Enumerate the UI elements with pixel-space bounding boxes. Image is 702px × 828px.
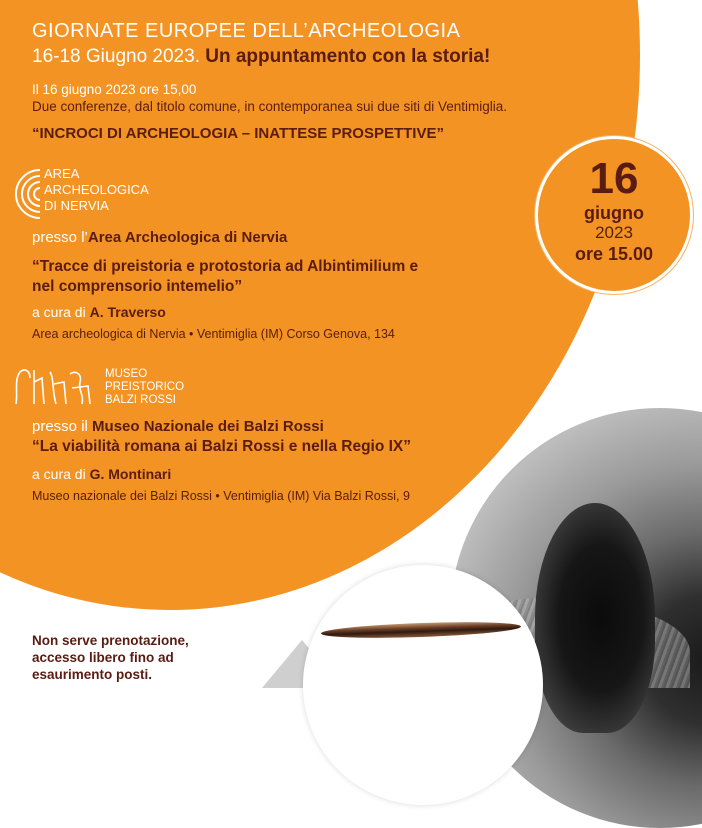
site1-presso-prefix: presso l’	[32, 229, 88, 246]
site2-place-name: Museo Nazionale dei Balzi Rossi	[92, 418, 324, 435]
nervia-logo-line3: DI NERVIA	[44, 198, 109, 213]
badge-day: 16	[589, 154, 639, 203]
event-dates: 16-18 Giugno 2023.	[32, 46, 200, 67]
site2-speaker-name: G. Montinari	[89, 466, 172, 482]
site2-talk-title: “La viabilità romana ai Balzi Rossi e nella Regio IX”	[32, 438, 412, 455]
site2-cura-prefix: a cura di	[32, 466, 90, 482]
free-access-note	[32, 632, 189, 683]
date-badge	[535, 136, 693, 294]
site1-cura-prefix: a cura di	[32, 304, 90, 320]
site1-address: Area archeologica di Nervia • Ventimiglia (IM) Corso Genova, 134	[32, 327, 395, 341]
site2-address: Museo nazionale dei Balzi Rossi • Ventimiglia (IM) Via Balzi Rossi, 9	[32, 489, 410, 503]
event-description: Due conferenze, dal titolo comune, in contemporanea sui due siti di Ventimiglia.	[32, 99, 508, 114]
free-access-note-line3: esaurimento posti.	[32, 667, 153, 682]
event-title: GIORNATE EUROPEE DELL’ARCHEOLOGIA	[32, 20, 461, 42]
badge-time: ore 15.00	[574, 244, 654, 264]
site2-presso-prefix: presso il	[32, 418, 93, 435]
site1-talk-title-line1: “Tracce di preistoria e protostoria ad Albintimilium e	[32, 258, 419, 275]
balzi-rossi-logo	[10, 364, 185, 410]
site1-location	[32, 229, 287, 246]
balzi-logo-line1: MUSEO	[105, 368, 148, 380]
nervia-logo-line2: ARCHEOLOGICA	[44, 182, 149, 197]
artifact-photo	[303, 565, 543, 805]
cave-entrance	[535, 503, 655, 733]
balzi-rossi-logo-text	[105, 368, 184, 407]
site1-place-name: Area Archeologica di Nervia	[87, 229, 288, 246]
nervia-logo-text	[44, 166, 149, 214]
site2-speaker	[32, 466, 171, 482]
site1-talk-title-line2: nel comprensorio intemelio”	[32, 278, 243, 295]
free-access-note-line1: Non serve prenotazione,	[32, 633, 189, 648]
nervia-logo	[14, 166, 164, 222]
event-tagline: Un appuntamento con la storia!	[205, 46, 491, 67]
site1-speaker	[32, 304, 166, 320]
common-conference-title: “INCROCI DI ARCHEOLOGIA – INATTESE PROSPETTIVE”	[32, 125, 444, 142]
event-when: Il 16 giugno 2023 ore 15,00	[32, 82, 197, 97]
site2-location	[32, 418, 324, 435]
badge-month: giugno	[584, 203, 644, 223]
balzi-rossi-logo-figures-icon	[10, 364, 100, 410]
badge-year: 2023	[595, 223, 633, 242]
free-access-note-line2: accesso libero fino ad	[32, 650, 174, 665]
balzi-logo-line3: BALZI ROSSI	[105, 394, 176, 406]
flint-blade-artifact	[321, 620, 521, 641]
event-dates-line	[32, 46, 490, 68]
balzi-logo-line2: PREISTORICO	[105, 381, 185, 393]
nervia-logo-arcs-icon	[14, 166, 44, 222]
nervia-logo-line1: AREA	[44, 166, 80, 181]
site1-speaker-name: A. Traverso	[89, 304, 166, 320]
